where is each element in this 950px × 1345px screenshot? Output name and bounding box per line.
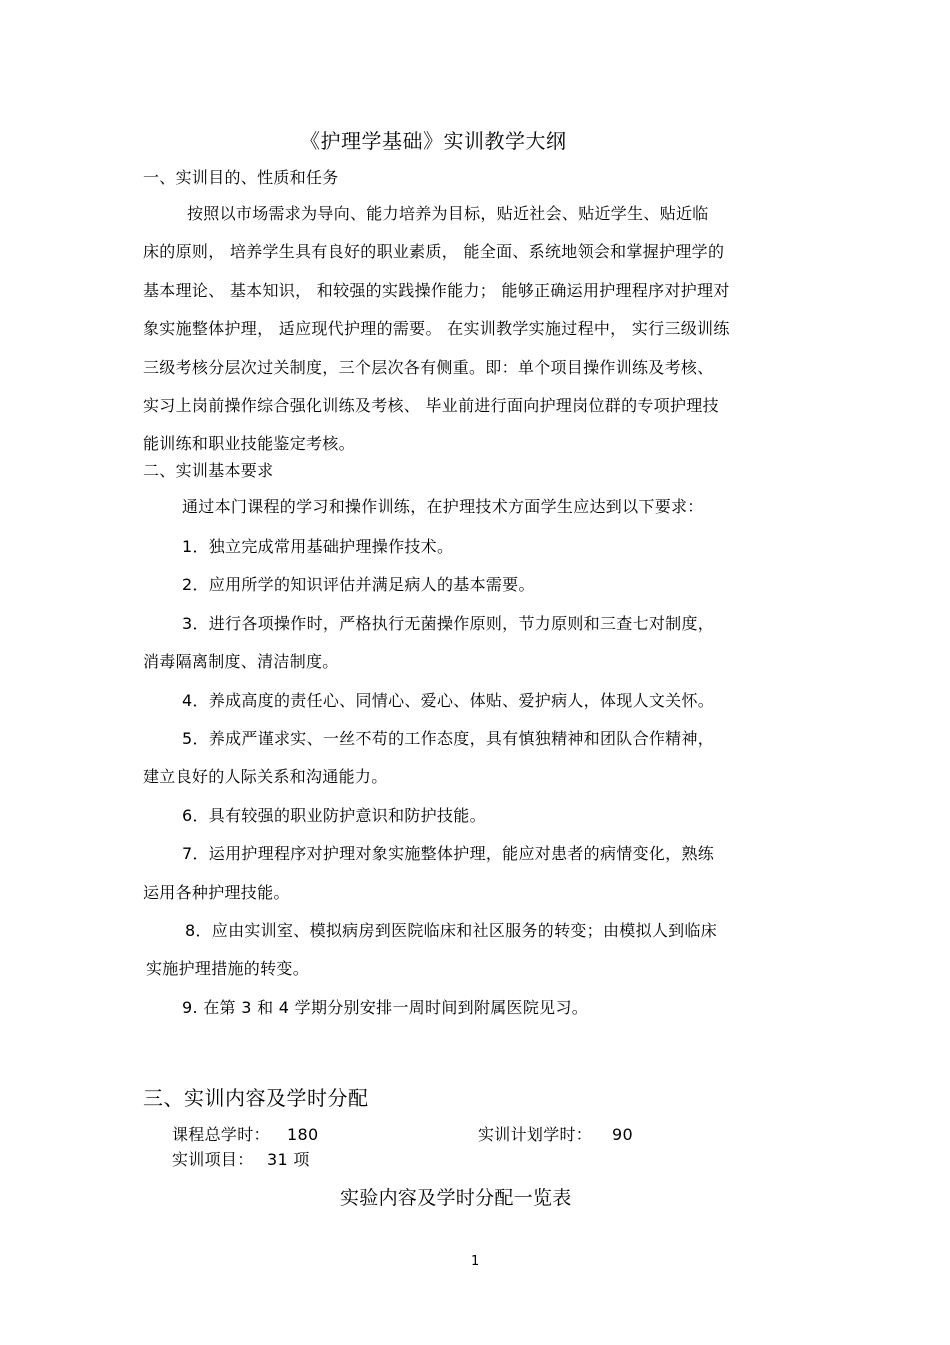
projects-label: 实训项目： — [172, 1150, 254, 1169]
section2-heading: 二、实训基本要求 — [143, 461, 274, 480]
total-hours-value: 180 — [287, 1125, 319, 1144]
section1-line: 床的原则， 培养学生具有良好的职业素质， 能全面、系统地领会和掌握护理学的 — [143, 242, 725, 261]
section1-line: 象实施整体护理， 适应现代护理的需要。 在实训教学实施过程中， 实行三级训练 — [143, 319, 730, 338]
section3-heading: 三、实训内容及学时分配 — [143, 1086, 369, 1110]
projects-value: 31 项 — [267, 1150, 310, 1169]
requirement-item: 6．具有较强的职业防护意识和防护技能。 — [182, 806, 486, 825]
section1-line: 按照以市场需求为导向、能力培养为目标，贴近社会、贴近学生、贴近临 — [187, 204, 709, 223]
requirement-item: 1．独立完成常用基础护理操作技术。 — [182, 537, 454, 556]
section1-line: 实习上岗前操作综合强化训练及考核、 毕业前进行面向护理岗位群的专项护理技 — [143, 396, 719, 415]
requirement-item: 5．养成严谨求实、一丝不苟的工作态度，具有慎独精神和团队合作精神， — [182, 729, 715, 748]
requirement-item-continued: 消毒隔离制度、清洁制度。 — [143, 652, 339, 671]
section1-line: 基本理论、 基本知识， 和较强的实践操作能力； 能够正确运用护理程序对护理对 — [143, 281, 730, 300]
requirement-item: 8．应由实训室、模拟病房到医院临床和社区服务的转变；由模拟人到临床 — [185, 921, 718, 940]
section1-heading: 一、实训目的、性质和任务 — [143, 168, 339, 187]
total-hours-label: 课程总学时： — [172, 1125, 270, 1144]
requirement-item: 4．养成高度的责任心、同情心、爱心、体贴、爱护病人，体现人文关怀。 — [182, 691, 715, 710]
plan-hours-value: 90 — [612, 1125, 633, 1144]
requirement-item-continued: 实施护理措施的转变。 — [146, 959, 310, 978]
requirement-item: 9. 在第 3 和 4 学期分别安排一周时间到附属医院见习。 — [182, 998, 589, 1017]
requirement-item: 3．进行各项操作时，严格执行无菌操作原则，节力原则和三查七对制度， — [182, 614, 715, 633]
requirement-item-continued: 运用各种护理技能。 — [143, 883, 290, 902]
table-title: 实验内容及学时分配一览表 — [340, 1187, 572, 1209]
section1-line: 能训练和职业技能鉴定考核。 — [143, 434, 355, 453]
section1-line: 三级考核分层次过关制度，三个层次各有侧重。即：单个项目操作训练及考核、 — [143, 358, 714, 377]
requirement-item: 2．应用所学的知识评估并满足病人的基本需要。 — [182, 575, 535, 594]
requirement-item-continued: 建立良好的人际关系和沟通能力。 — [143, 767, 388, 786]
section2-intro: 通过本门课程的学习和操作训练，在护理技术方面学生应达到以下要求： — [182, 497, 704, 516]
document-title: 《护理学基础》实训教学大纲 — [300, 129, 567, 153]
page-number: 1 — [471, 1254, 480, 1269]
plan-hours-label: 实训计划学时： — [478, 1125, 593, 1144]
requirement-item: 7．运用护理程序对护理对象实施整体护理，能应对患者的病情变化，熟练 — [182, 844, 715, 863]
